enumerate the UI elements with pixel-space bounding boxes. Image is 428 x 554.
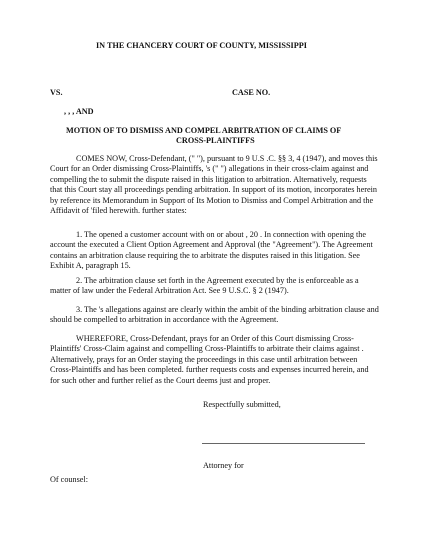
paragraph-3-text: 3. The 's allegations against are clearly within the ambit of the binding arbitration clause and should be compelled to arbitration in accordance with the Agreement. xyxy=(50,305,379,325)
parties-line: , , , AND xyxy=(64,107,94,116)
of-counsel-label: Of counsel: xyxy=(50,475,88,484)
court-heading: IN THE CHANCERY COURT OF COUNTY, MISSISSIPPI xyxy=(96,41,307,50)
paragraph-1-text: 1. The opened a customer account with on or about , 20 . In connection with opening the account the executed a Client Option Agreement and Approval (the "Agreement"). The Agreement contains an arbitration clause requiring the to arbitrate the disputes raised in this litigation. See Exhibit A, paragraph 15. xyxy=(50,230,373,271)
closing-text: Respectfully submitted, xyxy=(203,400,281,409)
intro-paragraph xyxy=(50,154,380,216)
vs-label: VS. xyxy=(50,88,63,97)
signature-line xyxy=(202,443,365,444)
numbered-paragraph-1 xyxy=(50,230,380,272)
paragraph-2-text: 2. The arbitration clause set forth in the Agreement executed by the is enforceable as a matter of law under the Federal Arbitration Act. See 9 U.S.C. § 2 (1947). xyxy=(50,276,359,296)
prayer-paragraph xyxy=(50,334,380,386)
attorney-label: Attorney for xyxy=(203,461,244,470)
numbered-paragraph-3 xyxy=(50,305,380,326)
case-number-label: CASE NO. xyxy=(232,88,271,97)
prayer-paragraph-text: WHEREFORE, Cross-Defendant, prays for an Order of this Court dismissing Cross-Plaintiffs' Cross-Claim against and compelling Cross-Plaintiffs to arbitrate their claims against . Alternatively, prays for an Order staying the proceedings in this case until arbitration between Cross-Plaintiffs and has been completed. further requests costs and expenses incurred herein, and for such other and further relief as the Court deems just and proper. xyxy=(50,334,369,385)
numbered-paragraph-2 xyxy=(50,276,380,297)
intro-paragraph-text: COMES NOW, Cross-Defendant, (" "), pursuant to 9 U.S .C. §§ 3, 4 (1947), and moves this Court for an Order dismissing Cross-Plaintiffs, 's (" ") allegations in their cross-claim against and compelling the to submit the dispute raised in this litigation to arbitration. Alternatively, requests that this Court stay all proceedings pending arbitration. In support of its motion, incorporates herein by reference its Memorandum in Support of Its Motion to Dismiss and Compel Arbitration and the Affidavit of 'filed herewith. further states: xyxy=(50,154,378,216)
motion-title-line1: MOTION OF TO DISMISS AND COMPEL ARBITRATION OF CLAIMS OF xyxy=(66,126,342,135)
motion-title-line2: CROSS-PLAINTIFFS xyxy=(176,136,255,145)
